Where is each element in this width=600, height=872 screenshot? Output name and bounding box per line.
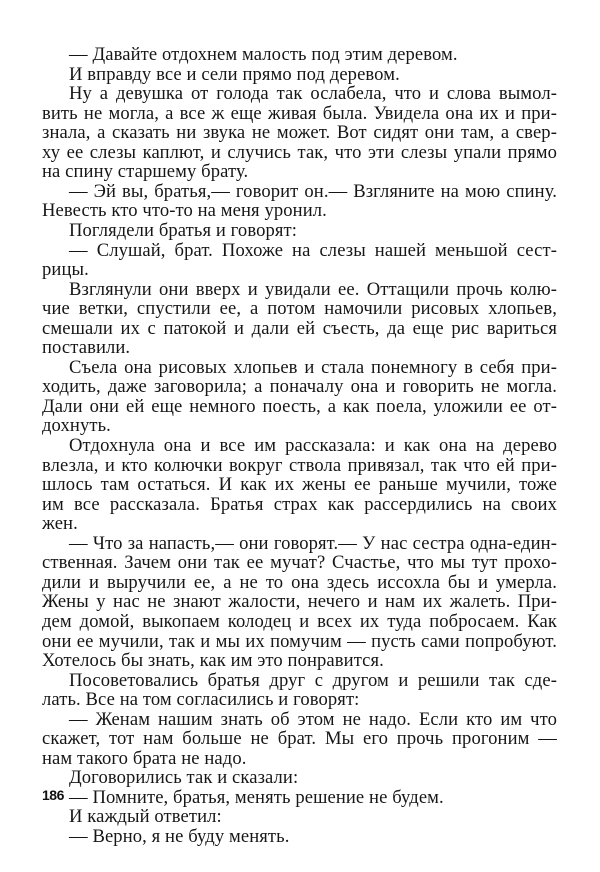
text-line: Невесть кто что-то на меня уронил.	[42, 200, 327, 222]
text-line: Жены у нас не знают жалости, нечего и нам их жалеть. При-	[42, 591, 557, 613]
page-number: 186	[42, 787, 64, 803]
text-line: им все рассказала. Братья страх как рассердились на своих	[42, 493, 557, 515]
text-line: чие ветки, спустили ее, а потом намочили рисовых хлопьев,	[42, 298, 557, 320]
text-line: — Женам нашим знать об этом не надо. Если кто им что	[69, 708, 557, 730]
text-line: поставили.	[42, 337, 131, 359]
text-line: — Эй вы, братья,— говорит он.— Взгляните на мою спину.	[69, 180, 557, 202]
text-line: Съела она рисовых хлопьев и стала понемногу в себя при-	[69, 356, 557, 378]
text-line: нам такого брата не надо.	[42, 747, 247, 769]
text-line: — Что за напасть,— они говорят.— У нас сестра одна-един-	[69, 532, 557, 554]
text-line: — Помните, братья, менять решение не будем.	[69, 786, 444, 808]
text-line: Взглянули они вверх и увидали ее. Оттащили прочь колю-	[69, 278, 557, 300]
text-line: смешали их с патокой и дали ей съесть, да еще рис вариться	[42, 317, 557, 339]
text-line: дохнуть.	[42, 415, 111, 437]
text-line: дили и выручили ее, а не то она здесь иссохла бы и умерла.	[42, 571, 557, 593]
text-line: знала, а сказать ни звука не может. Вот сидят они там, а свер-	[42, 122, 557, 144]
text-line: вить не могла, а все ж еще живая была. Увидела она их и при-	[42, 102, 557, 124]
text-line: И вправду все и сели прямо под деревом.	[69, 63, 400, 85]
text-line: скажет, тот нам больше не брат. Мы его прочь прогоним —	[42, 728, 557, 750]
text-line: Дали они ей еще немного поесть, а как поела, уложили ее от-	[42, 395, 557, 417]
text-line: И каждый ответил:	[69, 806, 222, 828]
text-line: лать. Все на том согласились и говорят:	[42, 689, 360, 711]
text-line: ходить, даже заговорила; а поначалу она и говорить не могла.	[42, 376, 557, 398]
text-line: на спину старшему брату.	[42, 161, 249, 183]
text-line: они ее мучили, так и мы их помучим — пусть сами попробуют.	[42, 630, 557, 652]
text-line: Посоветовались братья друг с другом и решили так сде-	[69, 669, 557, 691]
text-line: ху ее слезы каплют, и случись так, что эти слезы упали прямо	[42, 141, 557, 163]
text-line: ственная. Зачем они так ее мучат? Счастье, что мы тут прохо-	[42, 552, 557, 574]
text-line: рицы.	[42, 259, 89, 281]
text-line: жен.	[42, 513, 78, 535]
text-line: Хотелось бы знать, как им это понравится.	[42, 650, 384, 672]
text-line: Ну а девушка от голода так ослабела, что и слова вымол-	[69, 83, 557, 105]
text-line: дем домой, выкопаем колодец и всех их туда побросаем. Как	[42, 610, 557, 632]
text-line: Поглядели братья и говорят:	[69, 219, 298, 241]
text-line: Отдохнула она и все им рассказала: и как она на дерево	[69, 435, 557, 456]
text-line: — Давайте отдохнем малость под этим деревом.	[69, 44, 458, 65]
text-line: шлось там остаться. И как их жены ее раньше мучили, тоже	[42, 474, 557, 496]
text-line: влезла, и кто колючки вокруг ствола привязал, так что ей при-	[42, 454, 557, 476]
text-line: Договорились так и сказали:	[69, 767, 299, 789]
text-line: — Слушай, брат. Похоже на слезы нашей меньшой сест-	[69, 239, 557, 261]
text-line: — Верно, я не буду менять.	[69, 826, 290, 847]
